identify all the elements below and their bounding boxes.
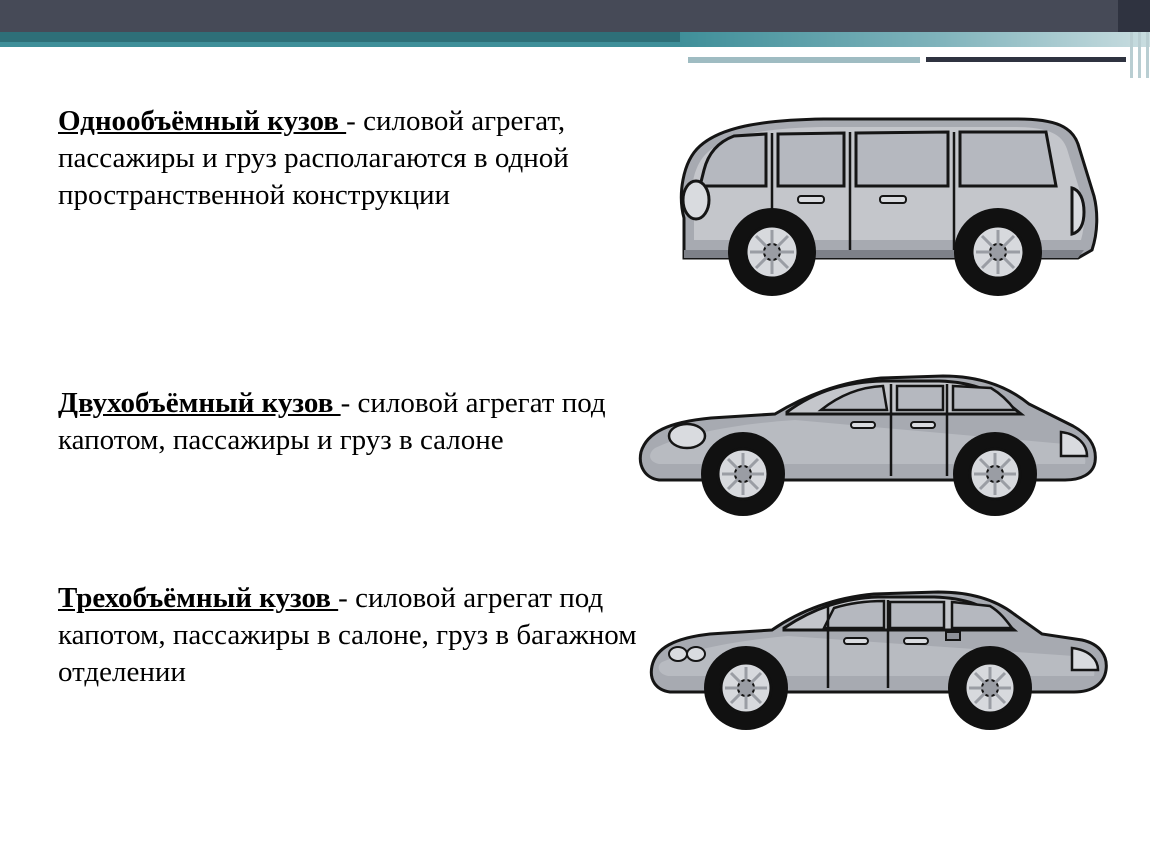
header-tick-1 bbox=[1130, 32, 1133, 78]
definition-block-three-volume bbox=[58, 580, 658, 691]
header-accent-stripe-secondary bbox=[0, 42, 680, 47]
header-bar bbox=[0, 0, 1118, 32]
wheel-front-icon bbox=[728, 208, 816, 296]
header-tick-3 bbox=[1146, 32, 1149, 78]
description-two-volume: силовой агрегат под капотом, пассажиры и груз в салоне bbox=[58, 387, 606, 457]
dash-one-volume: - bbox=[346, 105, 356, 137]
dash-three-volume: - bbox=[338, 582, 348, 614]
sedan-side-view-icon bbox=[638, 570, 1118, 750]
header-tick-2 bbox=[1138, 32, 1141, 78]
minivan-side-view-icon bbox=[648, 100, 1108, 315]
header-thin-line-dark bbox=[926, 57, 1126, 62]
term-label-three-volume: Трехобъёмный кузов bbox=[58, 582, 339, 614]
wheel-front-icon bbox=[953, 432, 1037, 516]
description-three-volume: силовой агрегат под капотом, пассажиры в салоне, груз в багажном отделении bbox=[58, 582, 637, 689]
term-label-two-volume: Двухобъёмный кузов bbox=[58, 387, 341, 419]
header-accent-stripe bbox=[0, 32, 680, 42]
definition-block-two-volume bbox=[58, 385, 658, 459]
header-gradient-stripe bbox=[680, 32, 1150, 47]
hatchback-side-view-icon bbox=[625, 348, 1110, 528]
wheel-front-icon bbox=[948, 646, 1032, 730]
term-label-one-volume: Однообъёмный кузов bbox=[58, 105, 347, 137]
wheel-rear-icon bbox=[704, 646, 788, 730]
wheel-rear-icon bbox=[701, 432, 785, 516]
header-bar-corner bbox=[1118, 0, 1150, 32]
wheel-rear-icon bbox=[954, 208, 1042, 296]
definition-block-one-volume bbox=[58, 103, 658, 214]
dash-two-volume: - bbox=[340, 387, 351, 419]
description-one-volume: силовой агрегат, пассажиры и груз располагаются в одной пространственной конструкции bbox=[58, 105, 569, 212]
header-thin-line-light bbox=[688, 57, 920, 63]
